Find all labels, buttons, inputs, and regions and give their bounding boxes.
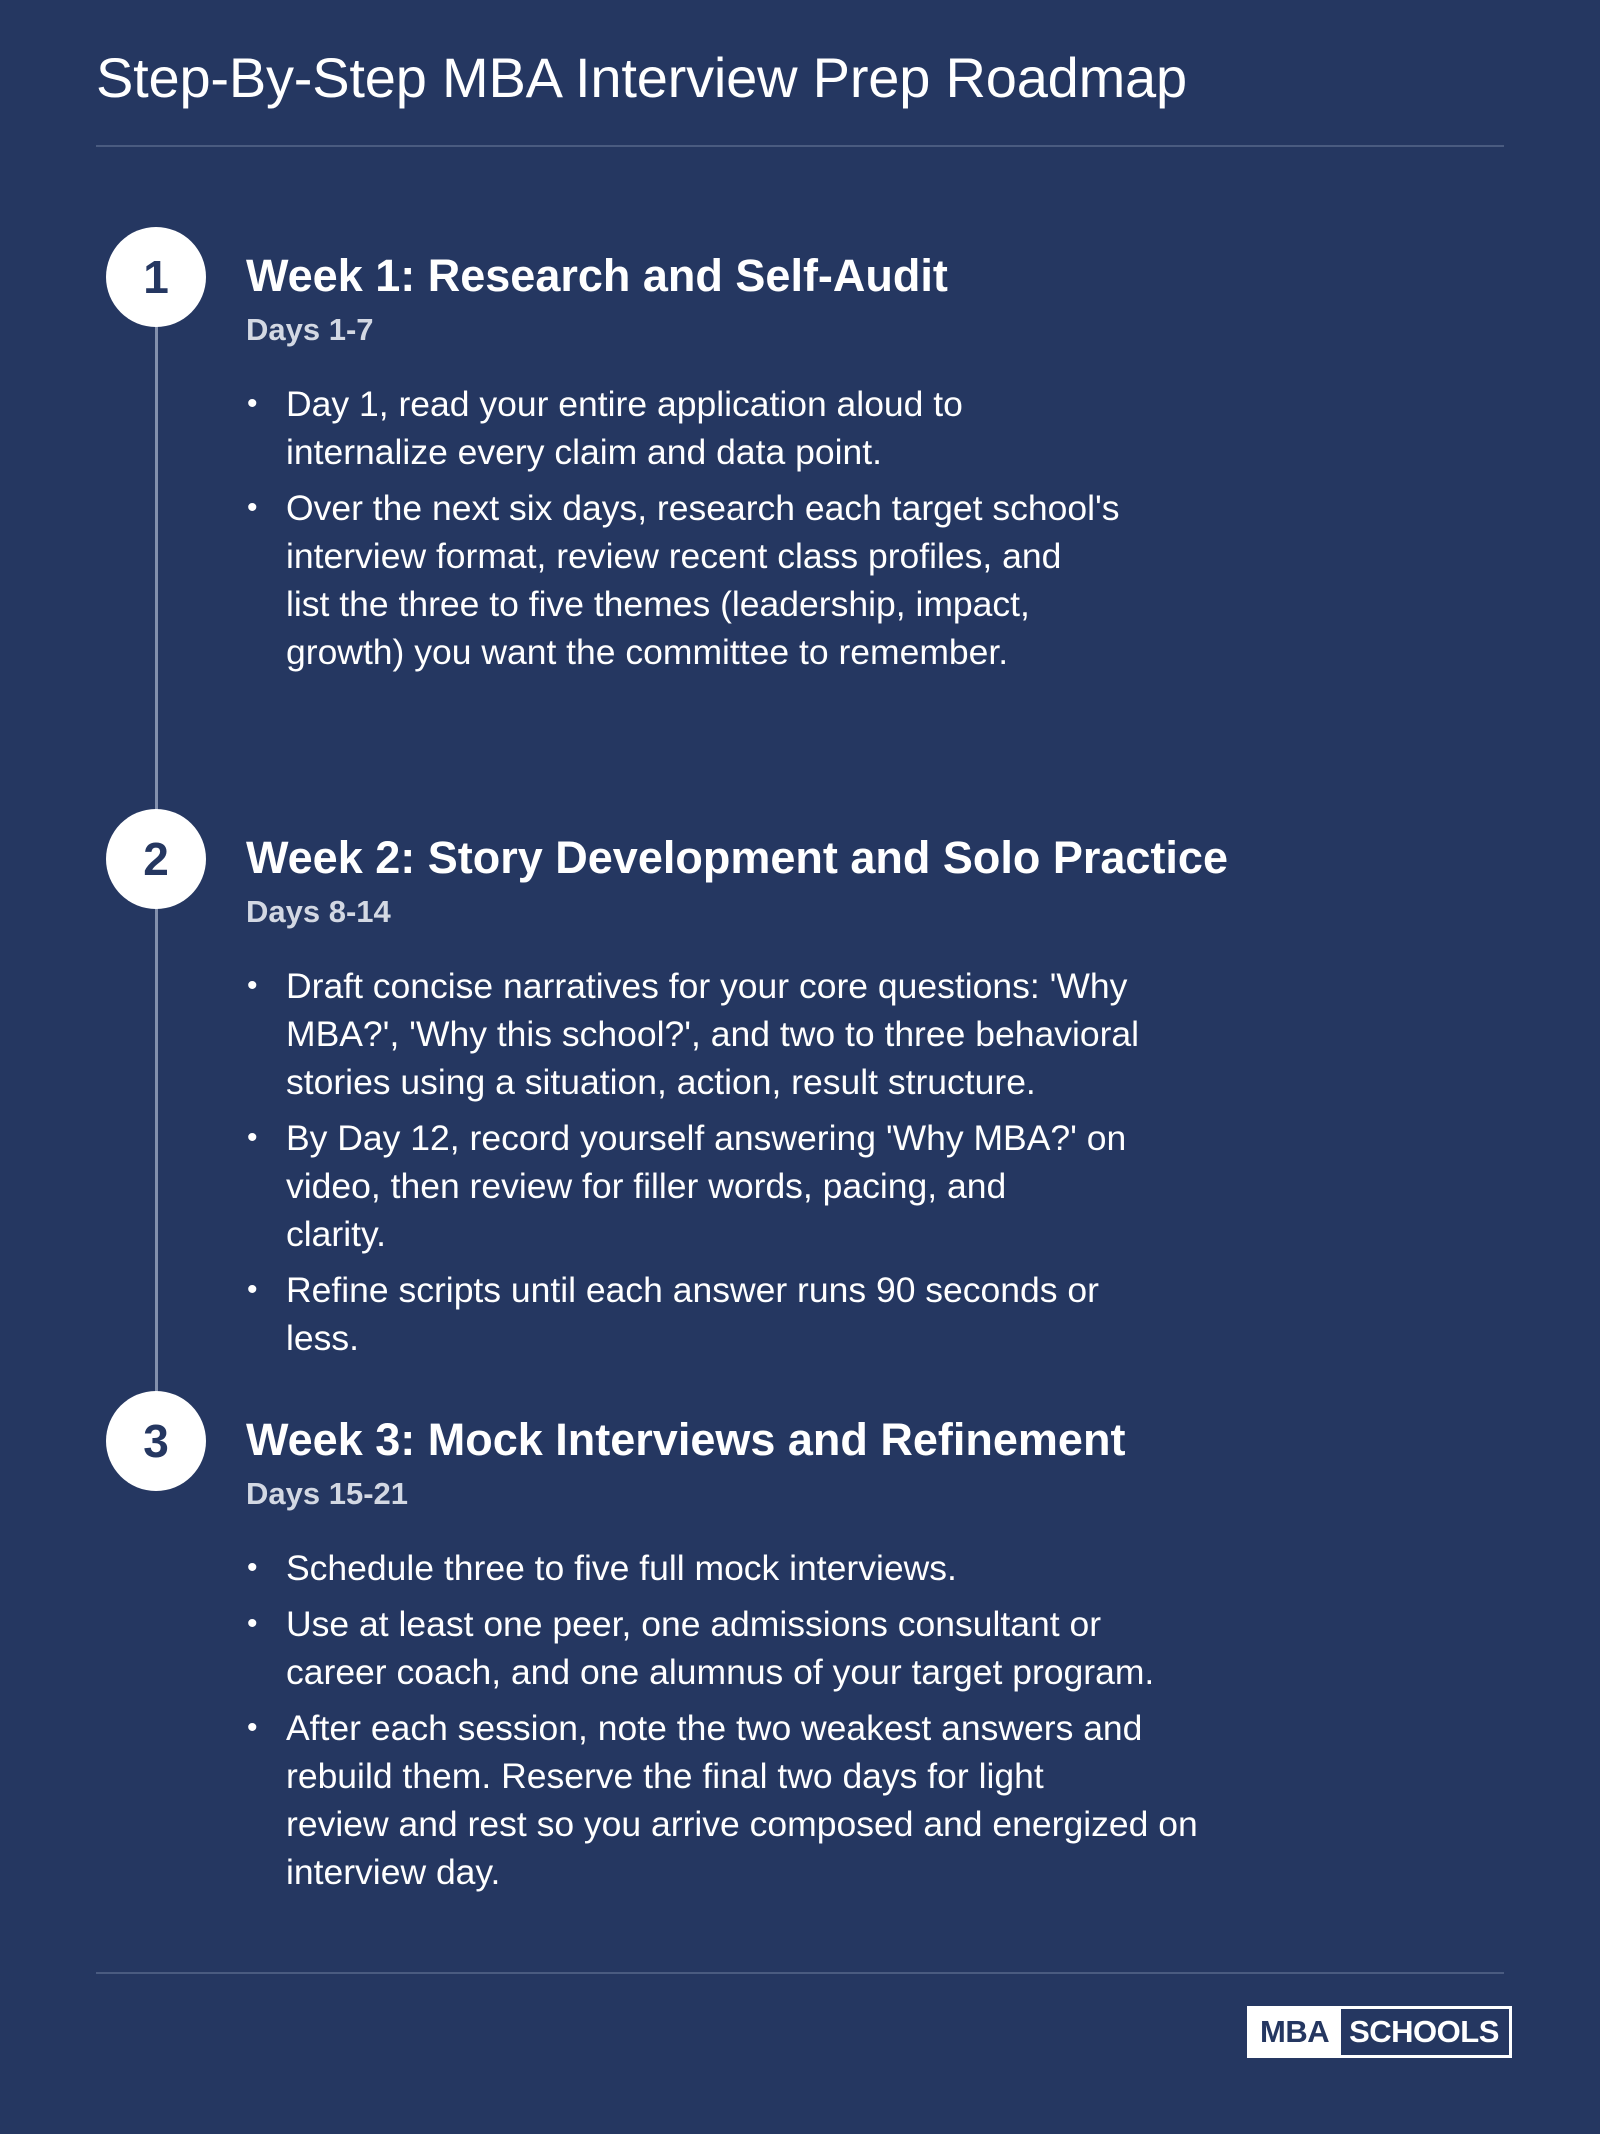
step-days: Days 8-14 — [246, 894, 391, 929]
footer-divider — [96, 1972, 1504, 1974]
page-title: Step-By-Step MBA Interview Prep Roadmap — [96, 46, 1187, 109]
list-item: • Schedule three to five full mock interviews. — [246, 1544, 1306, 1592]
step-number-badge: 3 — [106, 1391, 206, 1491]
step-title: Week 2: Story Development and Solo Practice — [246, 832, 1228, 883]
step-title: Week 1: Research and Self-Audit — [246, 250, 948, 301]
step-title: Week 3: Mock Interviews and Refinement — [246, 1414, 1126, 1465]
list-item: • Use at least one peer, one admissions consultant or career coach, and one alumnus of your target program. — [246, 1600, 1306, 1696]
step-number-badge: 1 — [106, 227, 206, 327]
bullet-dot-icon: • — [247, 1711, 258, 1744]
bullet-dot-icon: • — [247, 1121, 258, 1154]
step-week-2 — [246, 830, 1306, 1370]
list-item: • Draft concise narratives for your core questions: 'Why MBA?', 'Why this school?', and two to three behavioral stories using a situation, action, result structure. — [246, 962, 1306, 1106]
logo-schools-text: SCHOOLS — [1349, 2014, 1499, 2049]
list-item: • Refine scripts until each answer runs 90 seconds or less. — [246, 1266, 1306, 1362]
header-divider — [96, 145, 1504, 147]
mba-schools-logo — [1247, 2006, 1512, 2058]
bullet-dot-icon: • — [247, 969, 258, 1002]
list-item: • After each session, note the two weakest answers and rebuild them. Reserve the final two days for light review and rest so you arrive composed and energized on interview day. — [246, 1704, 1306, 1896]
step-week-3 — [246, 1412, 1306, 1904]
bullet-dot-icon: • — [247, 1551, 258, 1584]
step-days: Days 1-7 — [246, 312, 374, 347]
bullet-dot-icon: • — [247, 1273, 258, 1306]
logo-mba-text: MBA — [1250, 2009, 1341, 2055]
bullet-dot-icon: • — [247, 387, 258, 420]
step-bullet-list — [246, 1544, 1306, 1896]
step-number-badge: 2 — [106, 809, 206, 909]
bullet-dot-icon: • — [247, 1607, 258, 1640]
list-item: • Over the next six days, research each target school's interview format, review recent class profiles, and list the three to five themes (leadership, impact, growth) you want the committee to remember. — [246, 484, 1306, 676]
bullet-dot-icon: • — [247, 491, 258, 524]
list-item: • Day 1, read your entire application aloud to internalize every claim and data point. — [246, 380, 1306, 476]
step-week-1 — [246, 248, 1306, 684]
list-item: • By Day 12, record yourself answering 'Why MBA?' on video, then review for filler words, pacing, and clarity. — [246, 1114, 1306, 1258]
step-bullet-list — [246, 380, 1306, 676]
step-bullet-list — [246, 962, 1306, 1362]
step-days: Days 15-21 — [246, 1476, 409, 1511]
